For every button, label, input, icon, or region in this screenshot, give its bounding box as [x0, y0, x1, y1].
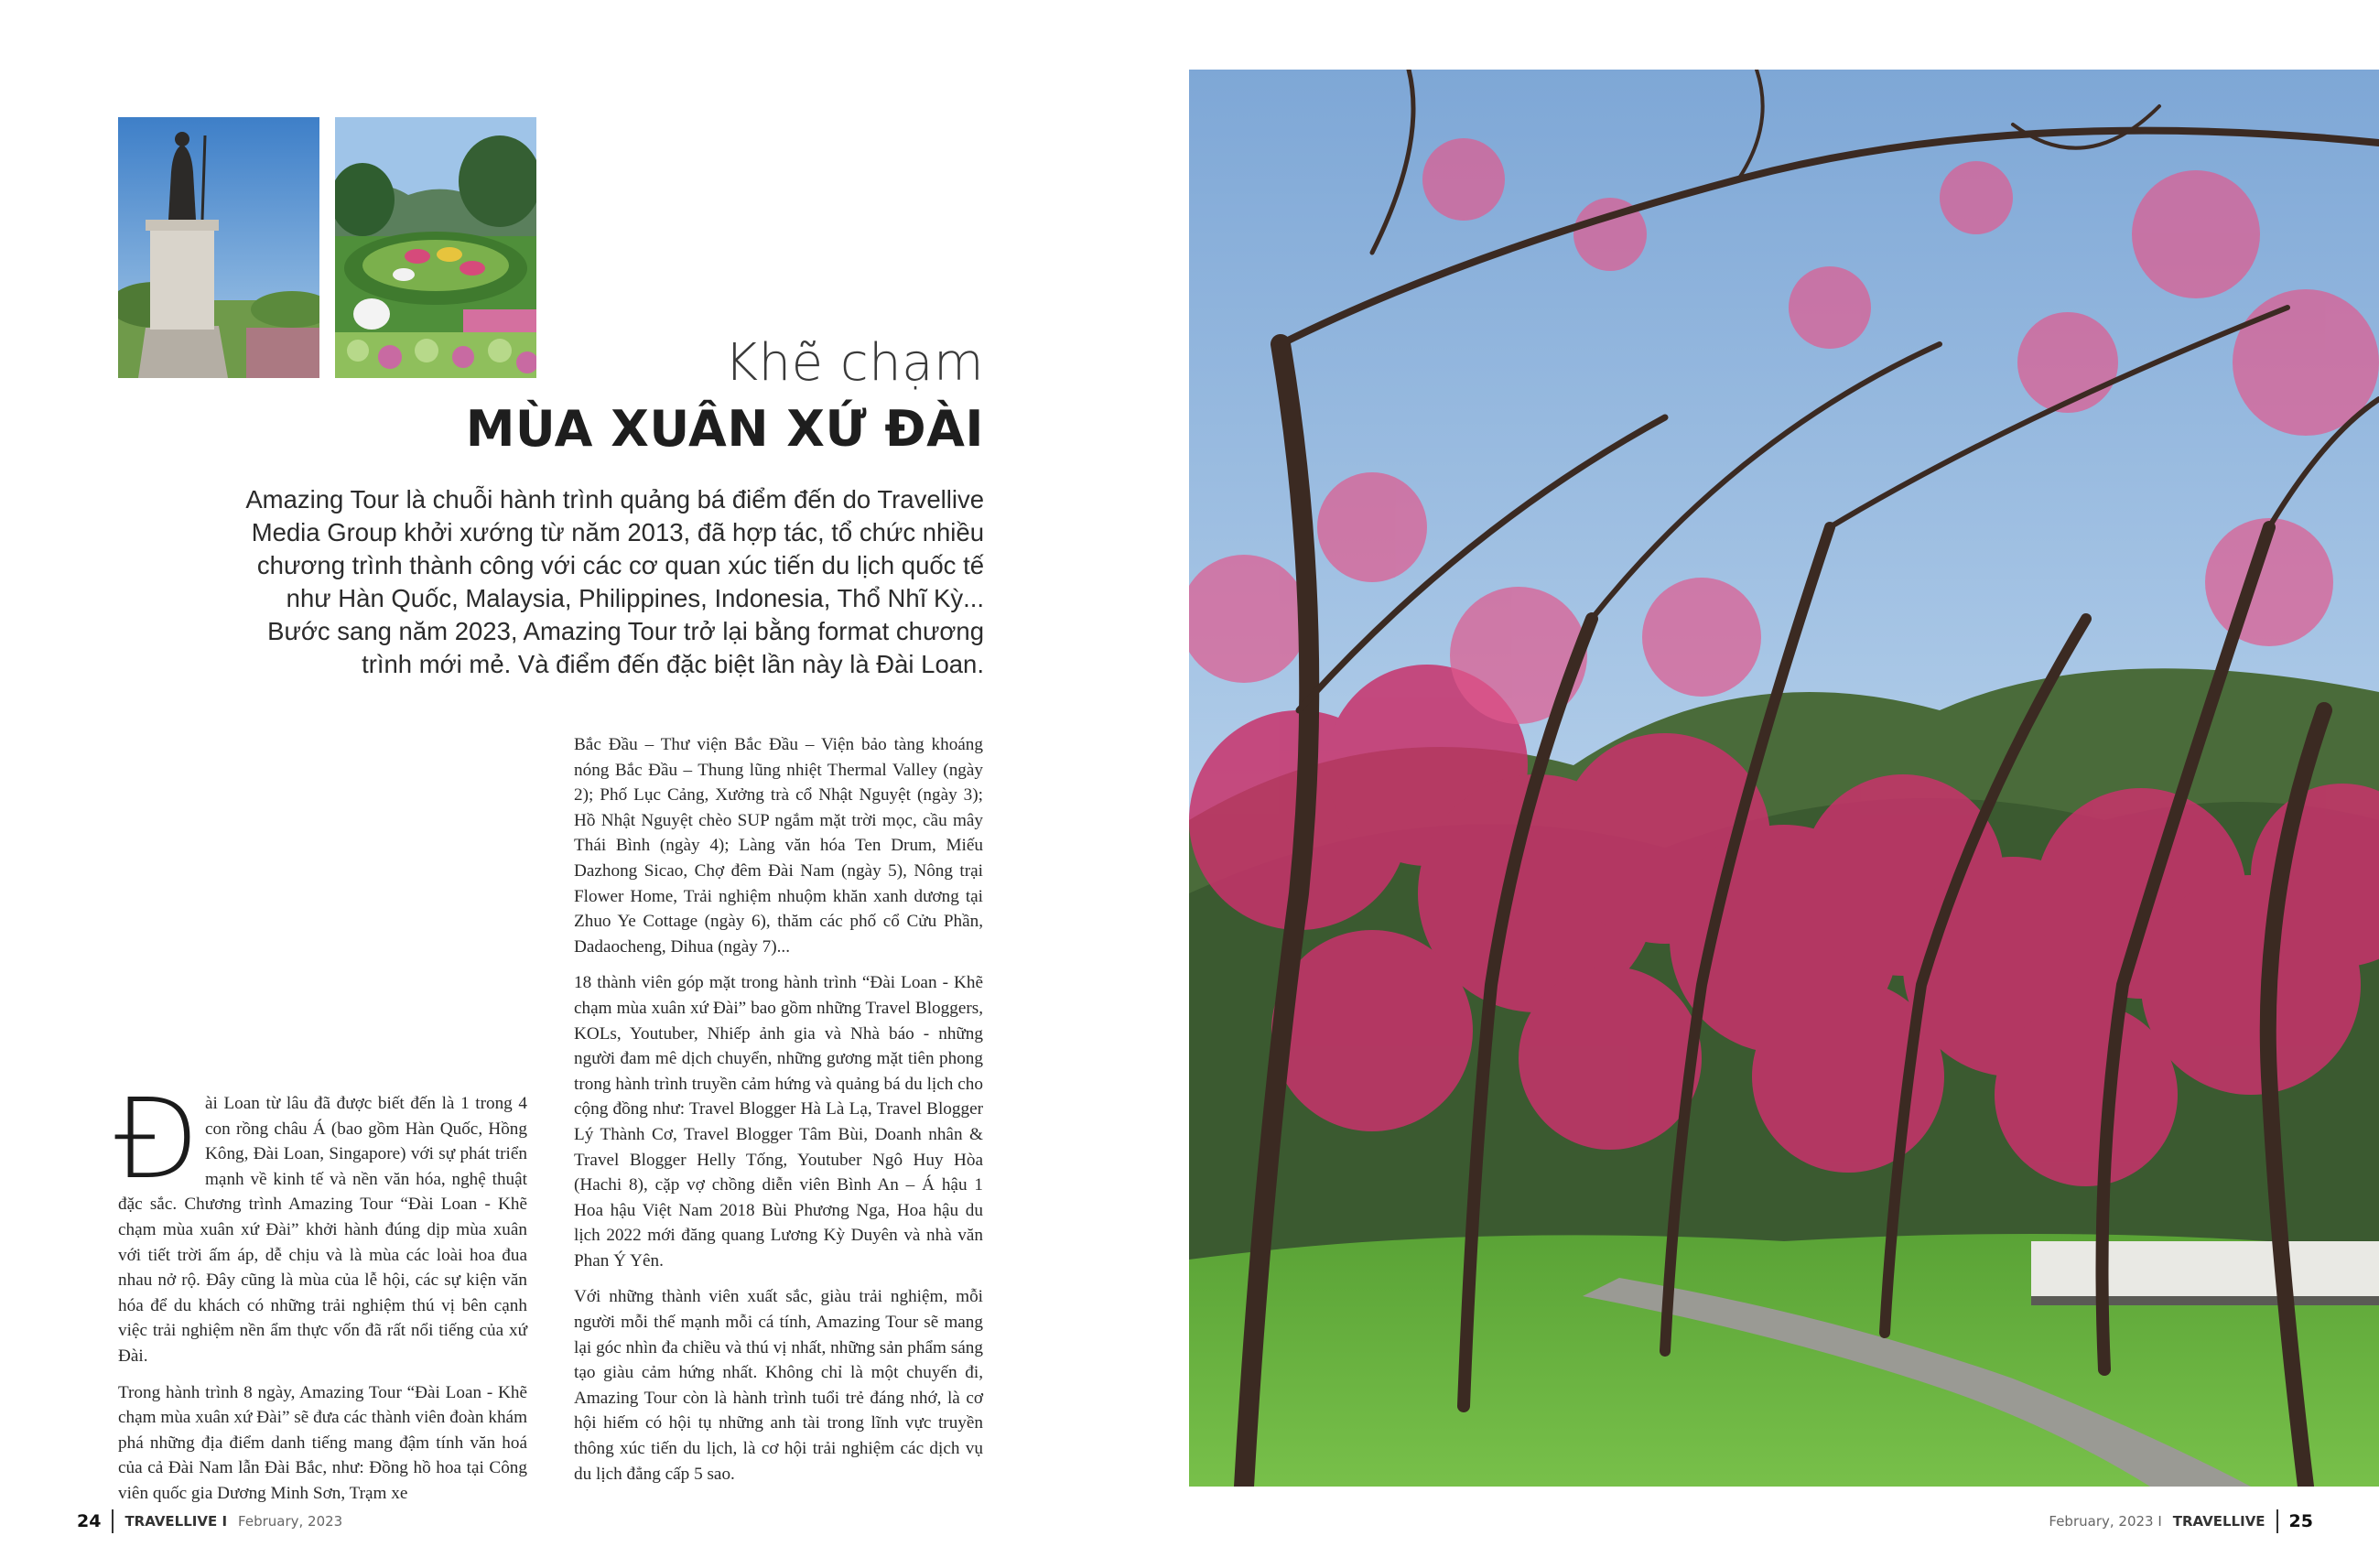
- cherry-blossom-photo: [1189, 70, 2379, 1487]
- issue-date: February, 2023 I: [2049, 1513, 2162, 1530]
- issue-date: February, 2023: [238, 1513, 343, 1530]
- divider: [112, 1509, 114, 1533]
- footer-left: [77, 1509, 342, 1533]
- magazine-name: TRAVELLIVE I: [124, 1513, 228, 1530]
- body-column-left: [114, 1076, 527, 1518]
- body-paragraph: Trong hành trình 8 ngày, Amazing Tour “Đài Loan - Khẽ chạm mùa xuân xứ Đài” sẽ đưa các thành viên đoàn khám phá những địa điểm danh tiếng mang đậm tính văn hoá của cả Đài Nam lẫn Đài Bắc, như: Đồng hồ hoa tại Công viên quốc gia Dương Minh Sơn, Trạm xe: [118, 1382, 527, 1503]
- page-number: 24: [77, 1511, 102, 1531]
- title-line-1: Khẽ chạm: [724, 333, 984, 393]
- body-paragraph: Với những thành viên xuất sắc, giàu trải nghiệm, mỗi người mỗi thế mạnh mỗi cá tính, Amazing Tour sẽ mang lại góc nhìn đa chiều và thú vị nhất, những sản phẩm sáng tạo giàu cảm hứng nhất. Không chỉ là một chuyến đi, Amazing Tour còn là hành trình tuổi trẻ đáng nhớ, là cơ hội hiếm có hội tụ những anh tài trong lĩnh vực truyền thông xúc tiến du lịch, là cơ hội trải nghiệm các dịch vụ du lịch đẳng cấp 5 sao.: [574, 1287, 983, 1484]
- page-number: 25: [2288, 1511, 2313, 1531]
- magazine-name: TRAVELLIVE: [2172, 1513, 2265, 1530]
- lead-paragraph: [233, 483, 984, 681]
- title-line-2: MÙA XUÂN XỨ ĐÀI: [465, 400, 984, 458]
- footer-right: [2049, 1509, 2313, 1533]
- statue-photo: [118, 117, 319, 378]
- body-paragraph: [114, 1076, 527, 1369]
- body-paragraph: Bắc Đầu – Thư viện Bắc Đầu – Viện bảo tàng khoáng nóng Bắc Đầu – Thung lũng nhiệt Thermal Valley (ngày 2); Phố Lục Cảng, Xưởng trà cổ Nhật Nguyệt (ngày 3); Hồ Nhật Nguyệt chèo SUP ngắm mặt trời mọc, cầu mây Thái Bình (ngày 4); Làng văn hóa Ten Drum, Miếu Dazhong Sicao, Chợ đêm Đài Nam (ngày 5), Nông trại Flower Home, Trải nghiệm nhuộm khăn xanh dương tại Zhuo Ye Cottage (ngày 6), thăm các phố cổ Cửu Phần, Dadaocheng, Dihua (ngày 7)...: [574, 735, 983, 957]
- body-paragraph: 18 thành viên góp mặt trong hành trình “Đài Loan - Khẽ chạm mùa xuân xứ Đài” bao gồm những Travel Bloggers, KOLs, Youtuber, Nhiếp ảnh gia và Nhà báo - những người đam mê dịch chuyển, những gương mặt tiên phong trong hành trình truyền cảm hứng và quảng bá du lịch cho cộng đồng như: Travel Blogger Hà Là Lạ, Travel Blogger Lý Thành Cơ, Travel Blogger Tâm Bùi, Doanh nhân & Travel Blogger Helly Tống, Youtuber Ngô Huy Hòa (Hachi 8), cặp vợ chồng diễn viên Bình An – Á hậu 1 Hoa hậu Việt Nam 2018 Bùi Phương Nga, Hoa hậu du lịch 2022 mới đăng quang Lương Kỳ Duyên và nhà văn Phan Ý Yên.: [574, 973, 983, 1271]
- body-text: ài Loan từ lâu đã được biết đến là 1 trong 4 con rồng châu Á (bao gồm Hàn Quốc, Hồng Kông, Đài Loan, Singapore) với sự phát triển mạnh về kinh tế và nền văn hóa, nghệ thuật đặc sắc. Chương trình Amazing Tour “Đài Loan - Khẽ chạm mùa xuân xứ Đài” khởi hành đúng dịp mùa xuân với tiết trời ấm áp, dễ chịu và là mùa các loài hoa đua nhau nở rộ. Đây cũng là mùa của lễ hội, các sự kiện văn hóa để du khách có những trải nghiệm thú vị bên cạnh việc trải nghiệm nền ẩm thực vốn đã rất nổi tiếng của xứ Đài.: [118, 1094, 527, 1366]
- divider: [2276, 1509, 2278, 1533]
- drop-cap: Đ: [114, 1076, 200, 1204]
- lead-text: Amazing Tour là chuỗi hành trình quảng bá điểm đến do Travellive Media Group khởi xướng từ năm 2013, đã hợp tác, tổ chức nhiều chương trình thành công với các cơ quan xúc tiến du lịch quốc tế như Hàn Quốc, Malaysia, Philippines, Indonesia, Thổ Nhĩ Kỳ... Bước sang năm 2023, Amazing Tour trở lại bằng format chương trình mới mẻ. Và điểm đến đặc biệt lần này là Đài Loan.: [245, 485, 984, 678]
- article-title: [458, 331, 984, 461]
- body-column-right: [574, 732, 983, 1498]
